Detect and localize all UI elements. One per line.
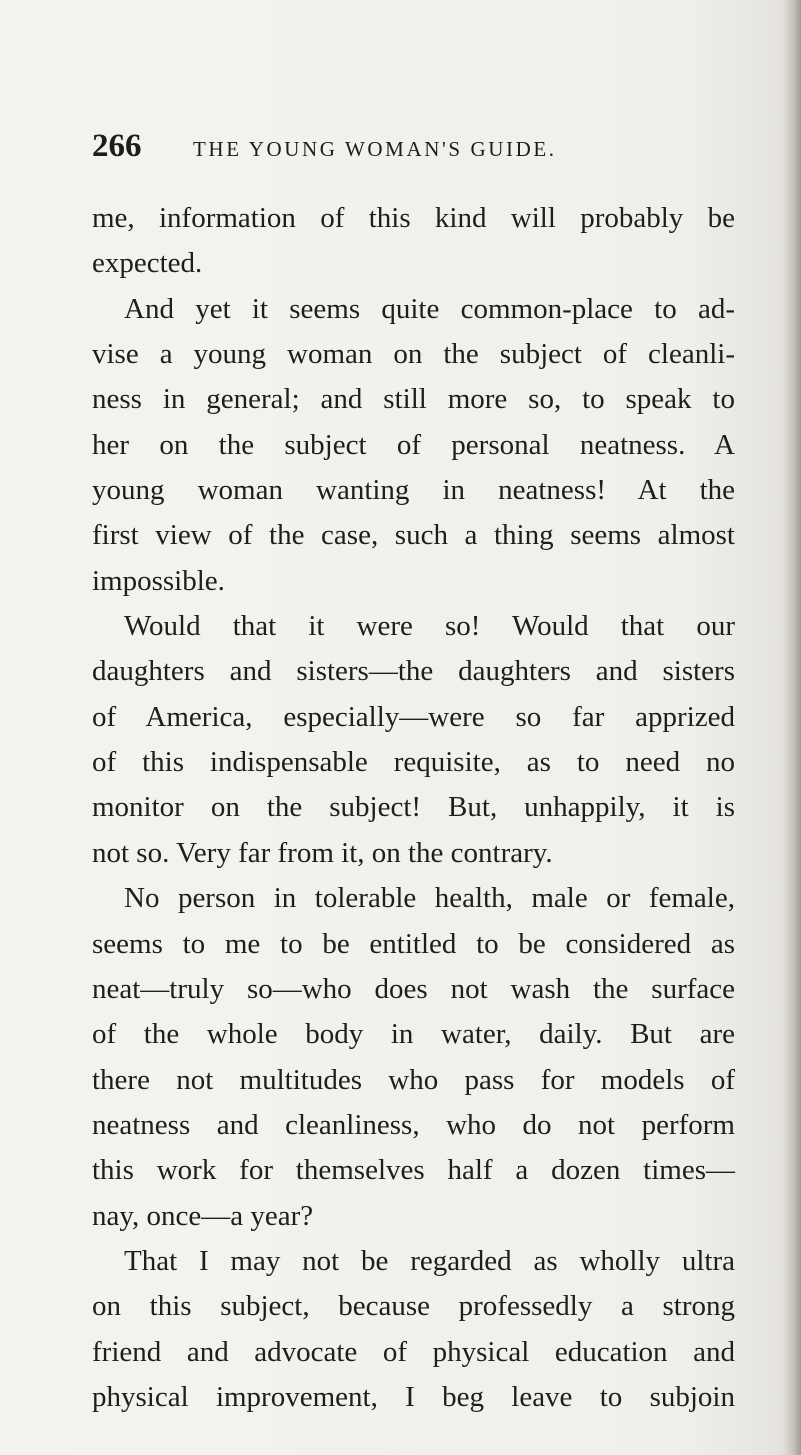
- page-edge-shadow: [783, 0, 801, 1455]
- page-number: 266: [92, 128, 142, 164]
- text-line: this work for themselves half a dozen times—: [92, 1154, 735, 1187]
- text-line: on this subject, because professedly a strong: [92, 1290, 735, 1323]
- text-line: friend and advocate of physical education and: [92, 1335, 735, 1368]
- text-line: monitor on the subject! But, unhappily, it is: [92, 791, 735, 824]
- text-line: of this indispensable requisite, as to need no: [92, 746, 735, 779]
- text-line: of America, especially—were so far apprized: [92, 700, 735, 733]
- text-line: first view of the case, such a thing seems almost: [92, 519, 735, 552]
- text-line: physical improvement, I beg leave to subjoin: [92, 1380, 735, 1413]
- text-line: young woman wanting in neatness! At the: [92, 474, 735, 507]
- text-line: Would that it were so! Would that our: [124, 610, 735, 643]
- text-line: neatness and cleanliness, who do not perform: [92, 1108, 735, 1141]
- text-line: of the whole body in water, daily. But are: [92, 1018, 735, 1051]
- text-line: And yet it seems quite common-place to ad-: [124, 292, 735, 325]
- page-header: [92, 128, 732, 168]
- body-text: [92, 196, 735, 1420]
- text-line: me, information of this kind will probably be: [92, 202, 735, 234]
- text-line: nay, once—a year?: [92, 1199, 314, 1232]
- text-line: No person in tolerable health, male or female,: [124, 882, 735, 915]
- text-line: ness in general; and still more so, to speak to: [92, 383, 735, 416]
- text-line: impossible.: [92, 564, 225, 597]
- running-head: THE YOUNG WOMAN'S GUIDE.: [193, 137, 557, 161]
- text-line: That I may not be regarded as wholly ultra: [124, 1244, 735, 1277]
- text-line: there not multitudes who pass for models of: [92, 1063, 735, 1096]
- text-line: daughters and sisters—the daughters and sisters: [92, 655, 735, 688]
- text-line: vise a young woman on the subject of cleanli-: [92, 338, 735, 371]
- text-line: not so. Very far from it, on the contrary.: [92, 836, 553, 869]
- text-line: expected.: [92, 247, 203, 280]
- text-line: seems to me to be entitled to be considered as: [92, 927, 735, 960]
- text-line: neat—truly so—who does not wash the surface: [92, 972, 735, 1005]
- text-line: her on the subject of personal neatness. A: [92, 428, 735, 461]
